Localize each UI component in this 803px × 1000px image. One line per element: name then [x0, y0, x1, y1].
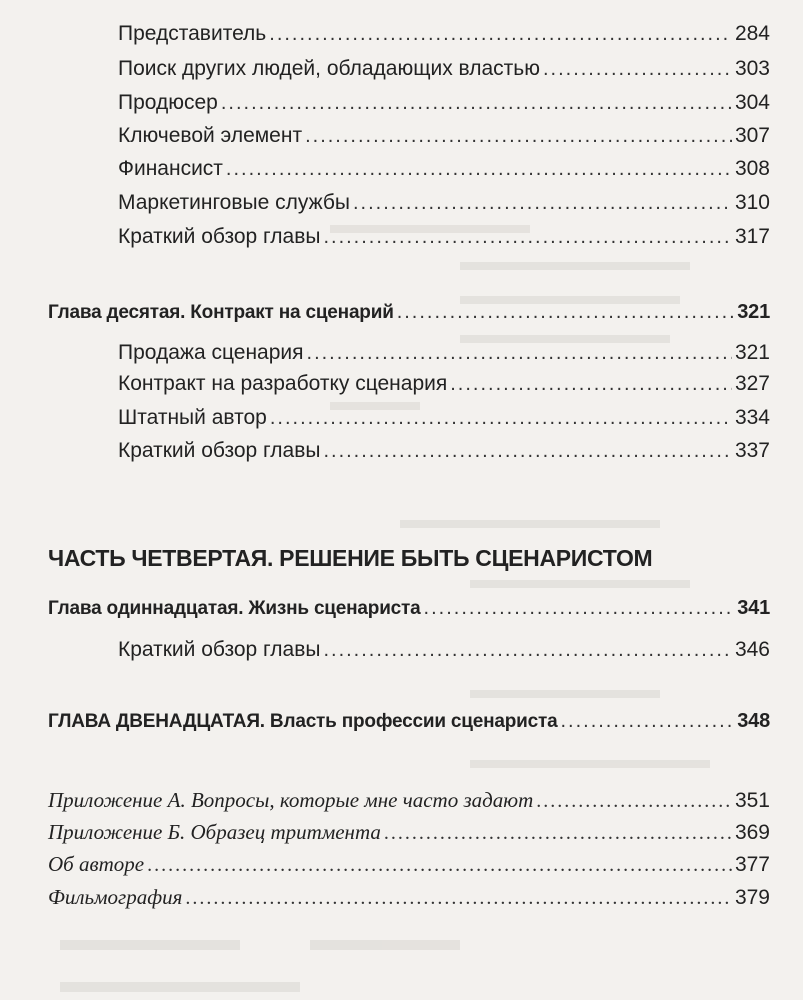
dot-leader [185, 882, 732, 914]
toc-entry[interactable] [118, 18, 770, 50]
toc-entry-title: Контракт на разработку сценария [118, 372, 448, 395]
dot-leader [384, 817, 732, 849]
toc-entry-page: 327 [734, 372, 770, 395]
toc-appendix-page: 379 [734, 886, 770, 909]
toc-entry-page: 303 [734, 57, 770, 80]
dot-leader [397, 296, 735, 328]
dot-leader [307, 337, 732, 369]
toc-appendix[interactable] [48, 816, 770, 848]
toc-entry-page: 308 [734, 157, 770, 180]
toc-appendix-title: Приложение Б. Образец тритмента [48, 820, 381, 844]
toc-entry[interactable] [118, 402, 770, 434]
toc-entry[interactable] [118, 435, 770, 467]
toc-entry-title: Продюсер [118, 91, 218, 114]
dot-leader [323, 435, 732, 467]
toc-chapter-page: 321 [737, 301, 770, 323]
toc-entry-title: Представитель [118, 22, 267, 45]
dot-leader [269, 18, 732, 50]
toc-appendix-page: 351 [734, 789, 770, 812]
toc-appendix-title: Приложение А. Вопросы, которые мне часто задают [48, 788, 534, 812]
dot-leader [147, 849, 732, 881]
toc-appendix-page: 377 [734, 853, 770, 876]
toc-entry[interactable] [118, 221, 770, 253]
part-heading: ЧАСТЬ ЧЕТВЕРТАЯ. РЕШЕНИЕ БЫТЬ СЦЕНАРИСТОМ [48, 545, 653, 571]
dot-leader [305, 120, 732, 152]
toc-chapter-title: Глава одиннадцатая. Жизнь сценариста [48, 598, 421, 619]
dot-leader [353, 187, 732, 219]
toc-entry-title: Краткий обзор главы [118, 638, 321, 661]
toc-entry-page: 346 [734, 638, 770, 661]
toc-chapter-title: ГЛАВА ДВЕНАДЦАТАЯ. Власть профессии сценариста [48, 711, 558, 732]
toc-entry-page: 304 [734, 91, 770, 114]
toc-entry-title: Штатный автор [118, 406, 267, 429]
toc-entry[interactable] [118, 87, 770, 119]
toc-chapter-title: Глава десятая. Контракт на сценарий [48, 302, 394, 323]
toc-entry[interactable] [118, 368, 770, 400]
toc-entry-page: 307 [734, 124, 770, 147]
toc-entry-page: 310 [734, 191, 770, 214]
dot-leader [536, 785, 732, 817]
toc-chapter-page: 348 [737, 710, 770, 732]
toc-appendix-page: 369 [734, 821, 770, 844]
toc-entry[interactable] [118, 187, 770, 219]
dot-leader [323, 634, 732, 666]
dot-leader [323, 221, 732, 253]
toc-entry-page: 284 [734, 22, 770, 45]
toc-chapter-page: 341 [737, 597, 770, 619]
toc-appendix-title: Фильмография [48, 885, 183, 909]
dot-leader [450, 368, 732, 400]
toc-chapter[interactable] [48, 592, 770, 624]
toc-entry-page: 317 [734, 225, 770, 248]
toc-entry-title: Маркетинговые службы [118, 191, 350, 214]
toc-appendix[interactable] [48, 784, 770, 816]
toc-appendix[interactable] [48, 848, 770, 880]
dot-leader [424, 592, 735, 624]
toc-entry[interactable] [118, 337, 770, 369]
toc-entry-title: Поиск других людей, обладающих властью [118, 57, 540, 80]
dot-leader [560, 705, 734, 737]
toc-entry[interactable] [118, 153, 770, 185]
toc-entry[interactable] [118, 120, 770, 152]
toc-entry-title: Ключевой элемент [118, 124, 303, 147]
toc-entry[interactable] [118, 634, 770, 666]
toc-entry-page: 337 [734, 439, 770, 462]
toc-entry-title: Краткий обзор главы [118, 439, 321, 462]
toc-entry[interactable] [118, 53, 770, 85]
toc-entry-title: Продажа сценария [118, 341, 304, 364]
toc-chapter[interactable] [48, 296, 770, 328]
toc-appendix-title: Об авторе [48, 852, 145, 876]
dot-leader [226, 153, 732, 185]
toc-entry-title: Краткий обзор главы [118, 225, 321, 248]
dot-leader [270, 402, 732, 434]
toc-entry-title: Финансист [118, 157, 223, 180]
dot-leader [543, 53, 732, 85]
toc-chapter[interactable] [48, 705, 770, 737]
toc-entry-page: 321 [734, 341, 770, 364]
toc-entry-page: 334 [734, 406, 770, 429]
dot-leader [221, 87, 732, 119]
toc-appendix[interactable] [48, 881, 770, 913]
